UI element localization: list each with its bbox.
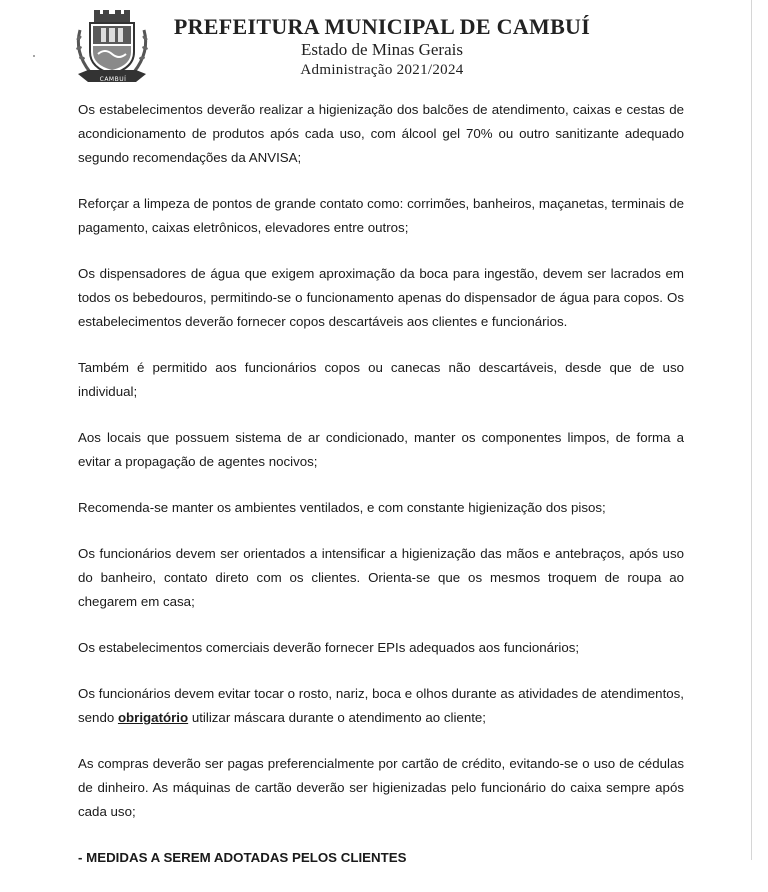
page-edge: [751, 0, 752, 860]
paragraph-ppe: Os estabelecimentos comerciais deverão fornecer EPIs adequados aos funcionários;: [78, 640, 580, 655]
seal-ribbon-label: CAMBUÍ: [99, 76, 127, 83]
mask-text-start: Os funcionários devem evitar tocar o rosto, nariz, boca e olhos durante as atividades de atendimentos, sendo: [78, 686, 684, 725]
administration-term: Administração 2021/2024: [300, 62, 464, 78]
mandatory-emphasis: obrigatório: [117, 710, 189, 725]
document-body: [78, 98, 684, 892]
letterhead: [70, 6, 690, 90]
paragraph-ventilation: Recomenda-se manter os ambientes ventilados, e com constante higienização dos pisos;: [78, 500, 606, 515]
paragraph-sanitize-counters: Os estabelecimentos deverão realizar a higienização dos balcões de atendimento, caixas e cestas de acondicionamento de produtos após cada uso, com álcool gel 70% ou outro sanitizante adequado segundo recomendações da ANVISA;: [78, 102, 684, 165]
paragraph-air-conditioning: Aos locais que possuem sistema de ar condicionado, manter os componentes limpos, de forma a evitar a propagação de agentes nocivos;: [78, 430, 684, 469]
paragraph-water-dispensers: Os dispensadores de água que exigem aproximação da boca para ingestão, devem ser lacrados em todos os bebedouros, permitindo-se o funcionamento apenas do dispensador de água para copos. Os estabelecimentos deverão fornecer copos descartáveis aos clientes e funcionários.: [78, 266, 684, 329]
section-heading-clients: - MEDIDAS A SEREM ADOTADAS PELOS CLIENTES: [78, 850, 407, 865]
scan-speck: [33, 55, 35, 57]
paragraph-card-payments: As compras deverão ser pagas preferencialmente por cartão de crédito, evitando-se o uso de cédulas de dinheiro. As máquinas de cartão deverão ser higienizadas pelo funcionário do caixa sempre após cada uso;: [78, 756, 684, 819]
letterhead-text: [162, 14, 602, 80]
municipality-title: PREFEITURA MUNICIPAL DE CAMBUÍ: [173, 14, 591, 39]
mask-text-end: utilizar máscara durante o atendimento ao cliente;: [188, 710, 486, 725]
paragraph-high-contact-cleaning: Reforçar a limpeza de pontos de grande contato como: corrimões, banheiros, maçanetas, terminais de pagamento, caixas eletrônicos, elevadores entre outros;: [78, 196, 684, 235]
paragraph-hand-hygiene: Os funcionários devem ser orientados a intensificar a higienização das mãos e antebraços, após uso do banheiro, contato direto com os clientes. Orienta-se que os mesmos troquem de roupa ao chegarem em casa;: [78, 546, 684, 609]
state-name: Estado de Minas Gerais: [301, 40, 463, 59]
paragraph-individual-cups: Também é permitido aos funcionários copos ou canecas não descartáveis, desde que de uso individual;: [78, 360, 684, 399]
paragraph-mask-requirement: [78, 682, 684, 730]
